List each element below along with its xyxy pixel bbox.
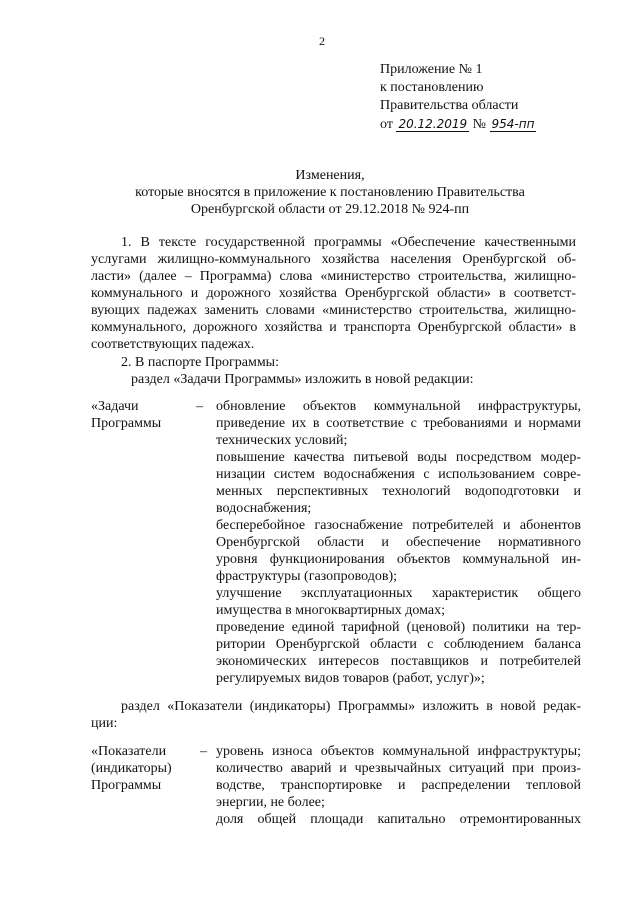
task-line: менных перспективных технологий водоподготовки и [216, 484, 581, 499]
task-line: низации систем водоснабжения с использованием совре- [216, 467, 581, 482]
tasks-label-2: Программы [91, 416, 162, 431]
item1-line: коммунального, дорожного хозяйства и транспорта Оренбургской области» в [91, 320, 576, 335]
task-line: бесперебойное газоснабжение потребителей и абонентов [216, 518, 581, 533]
indicators-intro-line-1: раздел «Показатели (индикаторы) Программы» изложить в новой редак- [121, 699, 581, 714]
task-line: приведение их в соответствие с требованиями и нормами [216, 416, 581, 431]
task-line: улучшение эксплуатационных характеристик общего [216, 586, 581, 601]
indicator-line: водстве, транспортировке и распределении тепловой [216, 778, 581, 793]
item1-line: услугами жилищно-коммунального хозяйства населения Оренбургской об- [91, 252, 576, 267]
date-handwritten: 20.12.2019 [398, 117, 468, 131]
tasks-label-1: «Задачи [91, 399, 139, 414]
task-line: имущества в многоквартирных домах; [216, 603, 446, 618]
appendix-line-1: Приложение № 1 [380, 62, 483, 77]
indicator-line: количество аварий и чрезвычайных ситуаций при произ- [216, 761, 581, 776]
item1-line: коммунального и дорожного хозяйства Оренбургской области» в соответст- [91, 286, 576, 301]
indicator-line: уровень износа объектов коммунальной инфраструктуры; [216, 744, 581, 759]
title-line-3: Оренбургской области от 29.12.2018 № 924-пп [190, 202, 470, 217]
indicators-intro-line-2: ции: [91, 716, 118, 731]
indicators-label-2: (индикаторы) [91, 761, 172, 776]
item1-line: 1. В тексте государственной программы «Обеспечение качественными [121, 235, 576, 250]
task-line: технических условий; [216, 433, 348, 448]
task-line: экономических интересов поставщиков и потребителей [216, 654, 581, 669]
appendix-date-line [380, 116, 536, 133]
date-prefix: от [380, 117, 393, 132]
title-line-2: которые вносятся в приложение к постановлению Правительства [135, 185, 525, 200]
indicator-line: доля общей площади капитально отремонтированных [216, 812, 581, 827]
task-line: проведение единой тарифной (ценовой) политики на тер- [216, 620, 581, 635]
task-line: фраструктуры (газопроводов); [216, 569, 398, 584]
indicator-line: энергии, не более; [216, 795, 325, 810]
task-line: водоснабжения; [216, 501, 312, 516]
task-line: регулируемых видов товаров (работ, услуг)»; [216, 671, 485, 686]
tasks-intro: раздел «Задачи Программы» изложить в новой редакции: [131, 372, 474, 387]
page-number: 2 [319, 34, 325, 48]
task-line: повышение качества питьевой воды посредством модер- [216, 450, 581, 465]
tasks-dash: – [196, 399, 203, 414]
indicators-dash: – [200, 744, 207, 759]
item1-line: ласти» (далее – Программа) слова «министерство строительства, жилищно- [91, 269, 576, 284]
appendix-line-2: к постановлению [380, 80, 484, 95]
item1-line: соответствующих падежах. [91, 337, 255, 352]
number-handwritten: 954-пп [491, 117, 535, 131]
item2-line: 2. В паспорте Программы: [121, 355, 279, 370]
task-line: уровня функционирования объектов коммунальной ин- [216, 552, 581, 567]
item1-line: вующих падежах заменить словами «министерство строительства, жилищно- [91, 303, 576, 318]
appendix-line-3: Правительства области [380, 98, 519, 113]
indicators-label-3: Программы [91, 778, 162, 793]
indicators-label-1: «Показатели [91, 744, 167, 759]
number-prefix: № [472, 117, 487, 132]
title-line-1: Изменения, [295, 168, 365, 183]
task-line: обновление объектов коммунальной инфраструктуры, [216, 399, 581, 414]
task-line: ритории Оренбургской области с соблюдением баланса [216, 637, 581, 652]
task-line: Оренбургской области и обеспечение нормативного [216, 535, 581, 550]
